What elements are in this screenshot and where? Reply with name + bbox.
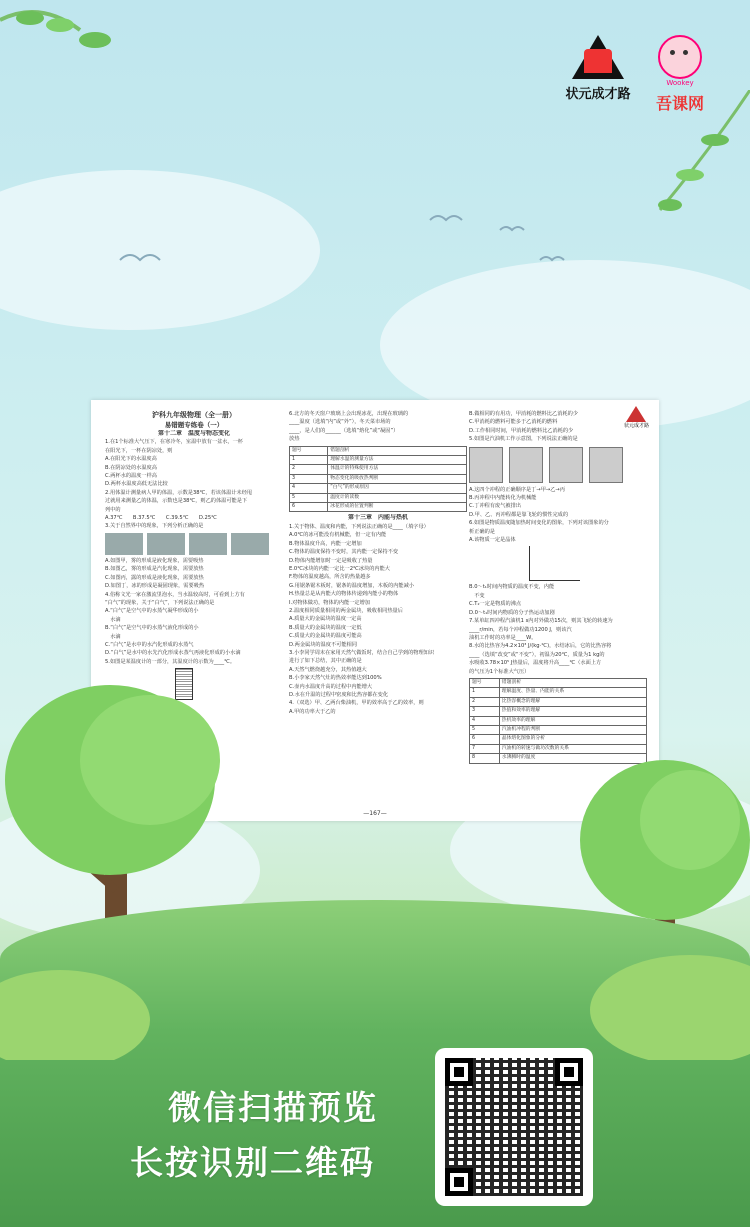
table-row: 3 热值和效率的理解 [470, 707, 647, 716]
paper-column-3 [469, 410, 647, 766]
paper-text: C.两杯水的温度一样高 [105, 473, 157, 480]
brand-logos [558, 35, 710, 114]
table-row: 4 “白气”的形成原因 [290, 484, 467, 493]
paper-text: A.该物质一定是晶体 [469, 537, 516, 544]
paper-text: 6.北方的冬天窗户玻璃上会出现冰花，出现在玻璃的 [289, 411, 409, 417]
paper-text: A.甲的功率大于乙的 [289, 708, 336, 715]
table-row: 7 汽油机的转速与做功次数的关系 [470, 744, 647, 753]
paper-text: D.工作相同时间，甲消耗的燃料比乙消耗的少 [469, 427, 574, 434]
paper-text: A.如图甲，雾的形成是液化现象，需要吸热 [105, 557, 204, 564]
scan-preview-caption: 微信扫描预览 [168, 1088, 378, 1127]
paper-text: 列中的 [105, 506, 121, 513]
paper-text: D.两金属块的温度不可能相同 [289, 641, 357, 648]
paper-text: B.如图乙，雾的形成是汽化现象，需要放热 [105, 566, 204, 573]
paper-text: C.丁冲程有废气被排出 [469, 503, 521, 510]
page-number: —167— [363, 810, 387, 817]
leaves-decoration-left [0, 0, 160, 90]
paper-text: 放热 [289, 436, 300, 443]
paper-text: A.天然气燃烧越充分，其热值越大 [289, 666, 367, 673]
table-row: 1 理解水温的测量方法 [290, 456, 467, 465]
paper-subtitle: 易错题专练卷（一） [164, 421, 224, 429]
paper-text: B.0～t₁时间内物质的温度不变，内能 [469, 584, 555, 591]
paper-text: ____温度（选填“内”或“外”），冬天菜市场的 [289, 419, 391, 426]
paper-column-2 [289, 410, 467, 716]
paper-text: 不变 [469, 592, 485, 599]
table-row: 5 温度计的读数 [290, 493, 467, 502]
paper-text: A.37℃ B.37.5℃ C.39.5℃ D.25℃ [105, 515, 217, 522]
table-row: 3 物态变化的吸放热判断 [290, 474, 467, 483]
qr-finder-icon [555, 1058, 583, 1086]
table-header: 题号 [470, 678, 500, 687]
qr-code[interactable] [435, 1048, 593, 1206]
paper-text: 析正确的是 [469, 528, 495, 535]
qr-finder-icon [445, 1168, 473, 1196]
wookey-logo-sub: Wookey [666, 79, 694, 87]
paper-text: B.做相同的有用功，甲消耗的燃料比乙消耗的少 [469, 411, 578, 417]
table-header: 错题剖析 [499, 678, 646, 687]
paper-text: “白气”的现象，关于“白气”，下列说法正确的是 [105, 599, 215, 606]
birds-decoration [100, 200, 600, 320]
paper-text: 水滴 [105, 633, 121, 640]
paper-text: ____，是人们的______（选填“熔化”或“凝固”） [289, 427, 399, 434]
wookey-logo-text: 吾课网 [655, 94, 704, 113]
paper-text: D.0～t₁时间内物质的分子热运动加剧 [469, 609, 555, 616]
paper-text: D.甲、乙、丙冲程都是靠飞轮的惯性完成的 [469, 511, 569, 518]
paper-text: A.0℃的冰可能没有机械能，但一定有内能 [289, 532, 387, 539]
paper-text: B.丙冲程中内能转化为机械能 [469, 495, 537, 502]
qr-finder-icon [445, 1058, 473, 1086]
paper-text: 8.水的比热容为4.2×10³ J/(kg·℃)，水结冰后，它的比热容将 [469, 643, 612, 650]
paper-text: 3.小李同学周末在家用天然气做饭时，结合自己学到的物理知识 [289, 649, 435, 656]
table-header: 错题剖析 [328, 446, 467, 455]
paper-text: 第十三章 内能与热机 [347, 514, 408, 522]
table-header: 题号 [290, 446, 328, 455]
paper-text: F.物体的温度越高，所含的热量越多 [289, 574, 371, 581]
table-row: 6 冰花形成的位置判断 [290, 503, 467, 512]
paper-text: C.“白气”是水中的水汽化形成的水蒸气 [105, 641, 194, 648]
paper-text: 6.如图是物质温度随加热时间变化的图象，下列对该图象的分 [469, 520, 609, 527]
paper-text: D.如图丁，冰的形成是凝固现象，需要吸热 [105, 583, 205, 590]
paper-text: 2.温度相同质量相同的两金属块，吸收相同热量后 [289, 607, 403, 614]
paper-text: I.对物体做功，物体的内能一定增加 [289, 599, 370, 606]
long-press-caption: 长按识别二维码 [130, 1143, 375, 1182]
table-row: 1 理解温度、热量、内能的关系 [470, 688, 647, 697]
paper-text: 水滴 [105, 616, 121, 623]
paper-text: H.热量总是从内能大的物体传递到内能小的物体 [289, 591, 399, 598]
paper-text: 2.用体温计测量病人甲的体温，示数是38℃，若该体温计未经甩 [105, 489, 253, 496]
paper-text: 5.如图是某温度计的一部分，其温度计的示数为____℃。 [105, 658, 236, 665]
paper-text: A.“白气”是空气中的水蒸气凝华形成的小 [105, 608, 199, 615]
paper-text: 进行了如下总结，其中正确的是 [289, 658, 362, 665]
paper-logo-text: 状元成才路 [623, 423, 649, 429]
table-row: 6 晶体熔化图象的分析 [470, 735, 647, 744]
paper-text: 4.俗称文光一家在激流里泡水，当水温较高时，可看到上方有 [105, 591, 245, 598]
paper-text: 3.关于自然界中的现象，下列分析正确的是 [105, 523, 204, 530]
paper-text: A.质量大的金属块的温度一定高 [289, 616, 362, 623]
paper-text: A.在阳光下的水温度高 [105, 456, 157, 463]
paper-text: ____（选填“改变”或“不变”），初温为20℃，质量为1 kg的 [469, 651, 605, 658]
zhuangyuan-logo [558, 35, 638, 102]
paper-text: 在阳光下，一杯在阴凉处，则 [105, 447, 173, 454]
paper-text: C.壶内水温度升高的过程中内能增大 [289, 683, 373, 690]
table-row: 2 体温计的特殊使用方法 [290, 465, 467, 474]
paper-text: D.物体内能增加时一定是吸收了热量 [289, 557, 373, 564]
paper-text: 油机工作时的功率是____W。 [469, 634, 537, 641]
wookey-mascot-icon [658, 35, 702, 79]
temperature-time-graph [529, 546, 580, 581]
paper-corner-logo [624, 406, 649, 429]
paper-text: B.质量大的金属块的温度一定低 [289, 624, 362, 631]
paper-text: C.T₂一定是物质的沸点 [469, 601, 522, 608]
paper-text: B.“白气”是空气中的水蒸气液化形成的小 [105, 625, 199, 632]
paper-text: 7.某单缸四冲程汽油机1 s内对外做功15次，则其飞轮的转速为 [469, 618, 613, 625]
paper-text: 的气压为1个标准大气压） [469, 668, 530, 675]
paper-text: B.小李家天然气灶的热效率能达到100% [289, 675, 382, 682]
paper-text: D.“白气”是水中的水先汽化形成水蒸气再液化形成的小水滴 [105, 650, 241, 657]
wookey-logo [650, 35, 710, 114]
table-row: 8 水沸腾时的温度 [470, 754, 647, 763]
paper-text: 4.（双选）甲、乙两台柴油机，甲的效率高于乙的效率，则 [289, 700, 424, 707]
table-row: 4 热机效率的理解 [470, 716, 647, 725]
paper-text: 1.在1个标准大气压下，在寒冷冬，室温中放有一盆水，一杯 [105, 439, 243, 446]
bushes [0, 940, 750, 1060]
paper-text: C.如图丙，露的形成是液化现象，需要放热 [105, 574, 204, 581]
paper-text: B.在阴凉处的水温度高 [105, 464, 157, 471]
paper-text: C.质量大的金属块的温度可能高 [289, 633, 362, 640]
paper-text: 水吸收3.78×10⁵ J热量后，温度将升高____℃（水面上方 [469, 660, 602, 667]
paper-title: 沪科九年级物理（全一册） [152, 411, 236, 419]
paper-text: A.这四个冲程的正确顺序是丁→甲→乙→丙 [469, 486, 565, 493]
paper-text: 第十二章 温度与物态变化 [157, 430, 230, 437]
paper-text: G.用锯条锯木板时，锯条的温度增加，木板的内能减小 [289, 582, 414, 589]
paper-text: 1.关于物体、温度和内能，下列说法正确的是____（填字母） [289, 523, 429, 530]
table-row: 5 汽油机冲程的判断 [470, 725, 647, 734]
paper-text: ____r/min，若每个冲程做功1200 J，则该汽 [469, 626, 572, 633]
paper-text: B.物体温度升高，内能一定增加 [289, 540, 362, 547]
error-analysis-table-1 [289, 446, 467, 513]
paper-text: E.0℃冰块的内能一定比一2℃冰块的内能大 [289, 565, 390, 572]
nature-photos [105, 533, 283, 555]
engine-stroke-figures [469, 447, 647, 483]
paper-text: C.物体的温度保持不变时，其内能一定保持不变 [289, 549, 399, 556]
paper-text: 过就用来测量乙的体温，示数也是38℃，则乙的体温可能是下 [105, 498, 248, 505]
zhuangyuan-logo-text: 状元成才路 [565, 87, 631, 102]
table-row: 2 比热容概念的理解 [470, 697, 647, 706]
paper-text: C.甲消耗的燃料可能多于乙消耗的燃料 [469, 419, 558, 426]
paper-text: D.两杯水温度高低无法比较 [105, 481, 168, 488]
paper-text: D.水在升温的过程中密度和比热容都在变化 [289, 692, 389, 698]
paper-text: 5.如图是汽油机工作示意图，下列说法正确的是 [469, 436, 578, 443]
